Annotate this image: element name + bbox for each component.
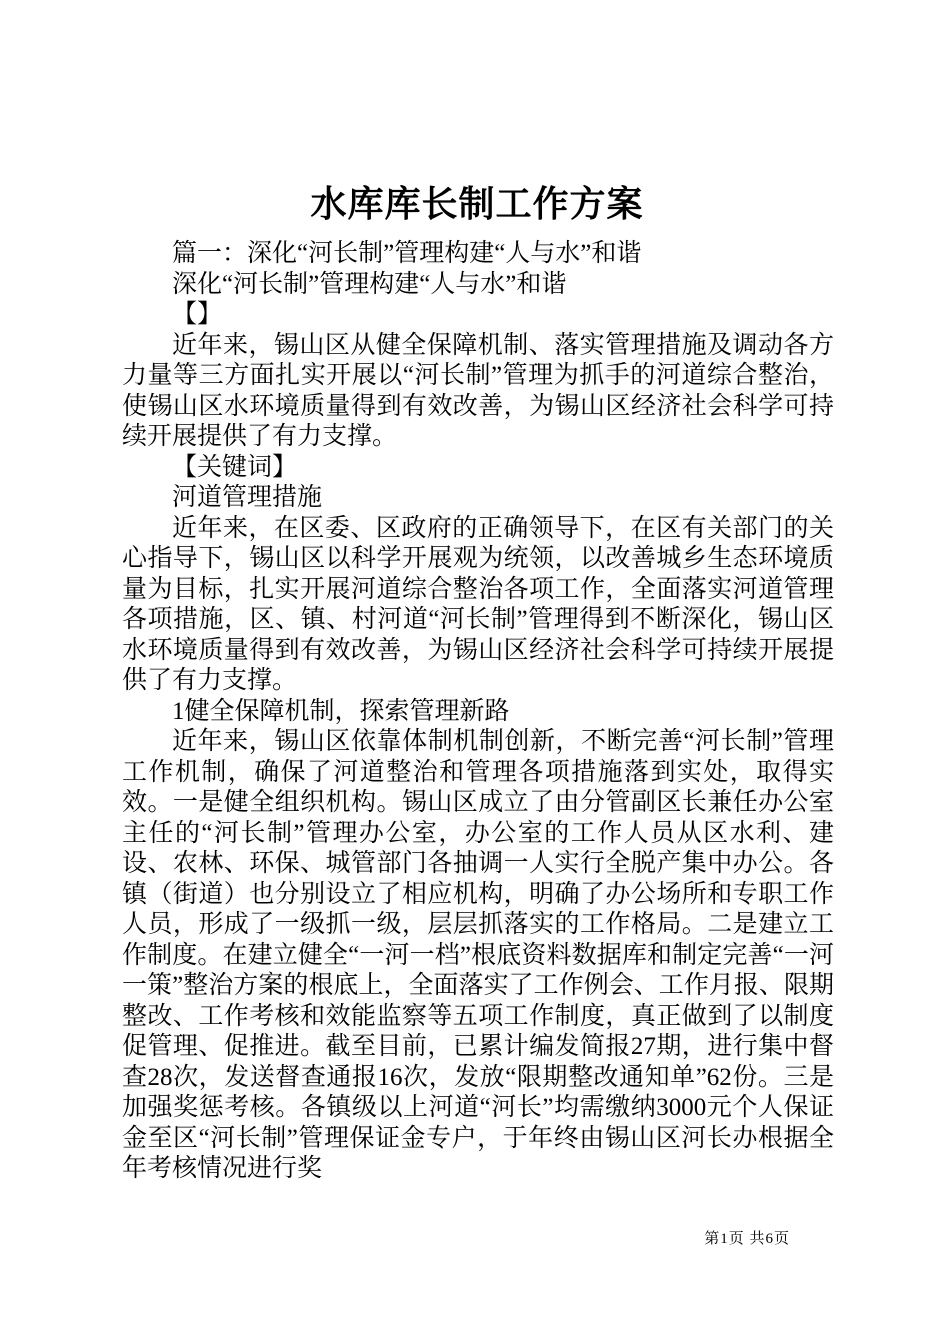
paragraph: 河道管理措施 (172, 484, 323, 511)
page-number-footer: 第1页 共6页 (704, 1231, 790, 1247)
paragraph: 【关键词】 (172, 453, 298, 481)
document-body (122, 239, 834, 1185)
paragraph: 【】 (172, 301, 223, 328)
document-title: 水库库长制工作方案 (310, 184, 644, 224)
paragraph: 近年来，在区委、区政府的正确领导下，在区有关部门的关心指导下，锡山区以科学开展观为统领，以改善城乡生态环境质量为目标，扎实开展河道综合整治各项工作，全面落实河道管理各项措施，区、镇、村河道“河长制”管理得到不断深化，锡山区水环境质量得到有效改善，为锡山区经济社会科学可持续开展提供了有力支撑。 (122, 514, 834, 694)
paragraph: 近年来，锡山区依靠体制机制创新，不断完善“河长制”管理工作机制，确保了河道整治和管理各项措施落到实处，取得实效。一是健全组织机构。锡山区成立了由分管副区长兼任办公室主任的“河长制”管理办公室，办公室的工作人员从区水利、建设、农林、环保、城管部门各抽调一人实行全脱产集中办公。各镇（街道）也分别设立了相应机构，明确了办公场所和专职工作人员，形成了一级抓一级，层层抓落实的工作格局。二是建立工作制度。在建立健全“一河一档”根底资料数据库和制定完善“一河一策”整治方案的根底上，全面落实了工作例会、工作月报、限期整改、工作考核和效能监察等五项工作制度，真正做到了以制度促管理、促推进。截至目前，已累计编发简报27期，进行集中督查28次，发送督查通报16次，发放“限期整改通知单”62份。三是加强奖惩考核。各镇级以上河道“河长”均需缴纳3000元个人保证金至区“河长制”管理保证金专户，于年终由锡山区河长办根据全年考核情况进行奖 (122, 728, 834, 1182)
paragraph: 篇一：深化“河长制”管理构建“人与水”和谐 (172, 240, 642, 267)
paragraph: 1健全保障机制，探索管理新路 (172, 697, 510, 725)
paragraph: 近年来，锡山区从健全保障机制、落实管理措施及调动各方力量等三方面扎实开展以“河长制”管理为抓手的河道综合整治，使锡山区水环境质量得到有效改善，为锡山区经济社会科学可持续开展提供了有力支撑。 (122, 331, 834, 450)
paragraph: 深化“河长制”管理构建“人与水”和谐 (172, 270, 567, 298)
